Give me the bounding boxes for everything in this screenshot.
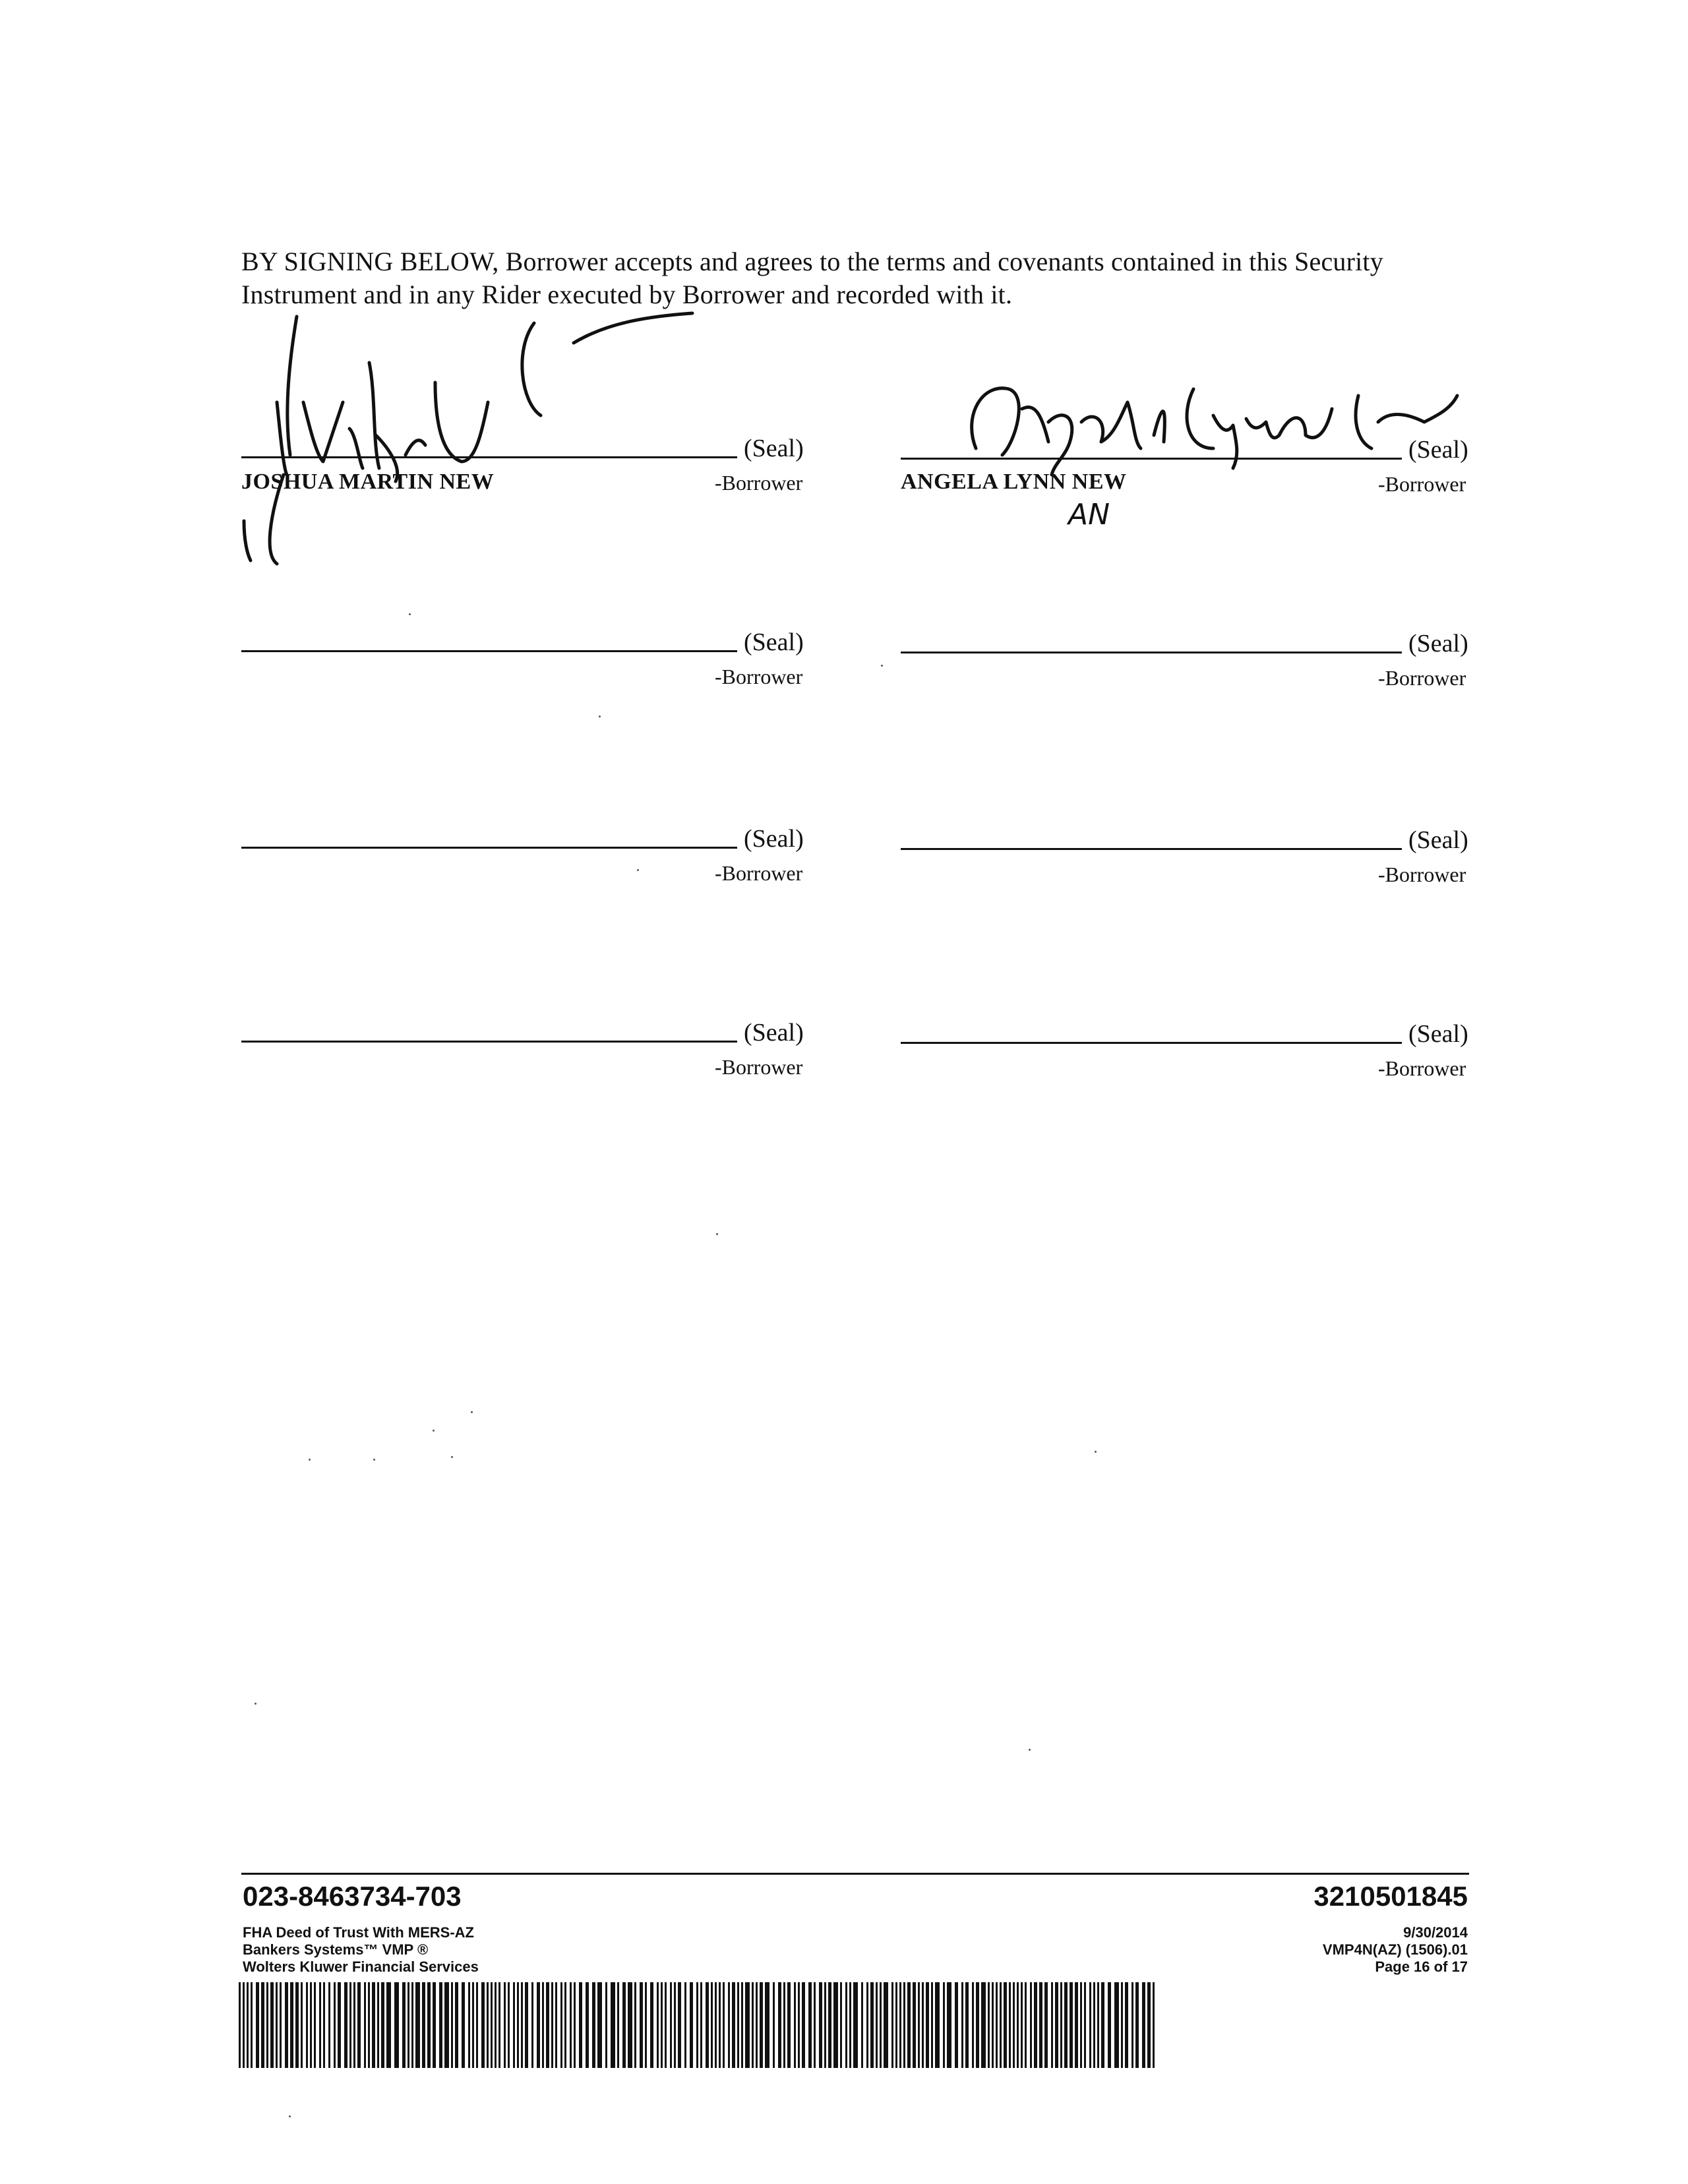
scan-speck bbox=[1029, 1749, 1031, 1751]
barcode-bar bbox=[802, 1982, 805, 2068]
barcode-bar bbox=[433, 1982, 436, 2068]
barcode-bar bbox=[657, 1982, 659, 2068]
barcode-bar bbox=[372, 1982, 375, 2068]
barcode-bar bbox=[840, 1982, 842, 2068]
barcode-bar bbox=[525, 1982, 528, 2068]
borrower-role-8: -Borrower bbox=[1378, 1056, 1466, 1080]
scan-speck bbox=[451, 1456, 453, 1458]
barcode-bar bbox=[1135, 1982, 1139, 2068]
barcode-bar bbox=[504, 1982, 506, 2068]
barcode-bar bbox=[597, 1982, 602, 2068]
barcode-bar bbox=[849, 1982, 851, 2068]
barcode-bar bbox=[314, 1982, 316, 2068]
barcode-bar bbox=[605, 1982, 607, 2068]
scan-speck bbox=[309, 1459, 311, 1461]
barcode-bar bbox=[752, 1982, 754, 2068]
barcode-bar bbox=[301, 1982, 303, 2068]
barcode-bar bbox=[495, 1982, 497, 2068]
barcode-bar bbox=[386, 1982, 391, 2068]
barcode-bar bbox=[256, 1982, 259, 2068]
barcode-bar bbox=[1030, 1982, 1032, 2068]
barcode-bar bbox=[674, 1982, 676, 2068]
barcode-bar bbox=[783, 1982, 785, 2068]
barcode-bar bbox=[728, 1982, 730, 2068]
barcode-bar bbox=[1114, 1982, 1119, 2068]
barcode-bar bbox=[476, 1982, 478, 2068]
barcode-bar bbox=[455, 1982, 458, 2068]
document-number: 3210501845 bbox=[1313, 1881, 1468, 1912]
barcode-bar bbox=[1055, 1982, 1058, 2068]
signature-line-8 bbox=[901, 1042, 1402, 1044]
barcode-bar bbox=[247, 1982, 249, 2068]
borrower-role-3: -Borrower bbox=[715, 665, 803, 688]
barcode-bar bbox=[741, 1982, 743, 2068]
seal-label-5: (Seal) bbox=[744, 825, 804, 853]
barcode-bar bbox=[521, 1982, 523, 2068]
scan-speck bbox=[716, 1233, 718, 1235]
barcode-bar bbox=[1093, 1982, 1095, 2068]
barcode-bar bbox=[853, 1982, 858, 2068]
barcode-bar bbox=[833, 1982, 838, 2068]
barcode-bar bbox=[422, 1982, 425, 2068]
barcode-bar bbox=[880, 1982, 882, 2068]
barcode-bar bbox=[819, 1982, 822, 2068]
borrower-role-2: -Borrower bbox=[1378, 472, 1466, 496]
barcode-bar bbox=[1060, 1982, 1062, 2068]
barcode-bar bbox=[542, 1982, 544, 2068]
barcode-bar bbox=[899, 1982, 901, 2068]
seal-label-4: (Seal) bbox=[1408, 630, 1468, 657]
barcode-bar bbox=[866, 1982, 868, 2068]
footer-rule bbox=[241, 1873, 1469, 1875]
scan-speck bbox=[433, 1430, 435, 1432]
barcode-bar bbox=[670, 1982, 672, 2068]
barcode-bar bbox=[1101, 1982, 1104, 2068]
barcode-bar bbox=[462, 1982, 465, 2068]
barcode-bar bbox=[574, 1982, 576, 2068]
barcode-bar bbox=[926, 1982, 929, 2068]
barcode-bar bbox=[690, 1982, 693, 2068]
barcode-bar bbox=[947, 1982, 951, 2068]
barcode-bar bbox=[586, 1982, 589, 2068]
barcode-bar bbox=[1121, 1982, 1123, 2068]
barcode-bar bbox=[861, 1982, 863, 2068]
barcode-bar bbox=[913, 1982, 916, 2068]
barcode-bar bbox=[451, 1982, 453, 2068]
borrower-name-2: ANGELA LYNN NEW bbox=[901, 470, 1127, 494]
seal-label-6: (Seal) bbox=[1408, 826, 1468, 854]
barcode-bar bbox=[760, 1982, 763, 2068]
barcode-bar bbox=[737, 1982, 739, 2068]
barcode-bar bbox=[468, 1982, 470, 2068]
barcode-bar bbox=[357, 1982, 361, 2068]
barcode-bar bbox=[243, 1982, 245, 2068]
barcode-bar bbox=[407, 1982, 409, 2068]
barcode-bar bbox=[381, 1982, 384, 2068]
barcode-bar bbox=[1013, 1982, 1015, 2068]
barcode-bar bbox=[824, 1982, 826, 2068]
barcode-bar bbox=[1084, 1982, 1086, 2068]
barcode-bar bbox=[472, 1982, 474, 2068]
barcode-bar bbox=[560, 1982, 562, 2068]
scan-speck bbox=[373, 1459, 375, 1461]
barcode-bar bbox=[988, 1982, 990, 2068]
barcode-bar bbox=[870, 1982, 874, 2068]
barcode-bar bbox=[555, 1982, 557, 2068]
barcode-bar bbox=[922, 1982, 924, 2068]
barcode-bar bbox=[884, 1982, 888, 2068]
seal-label-1: (Seal) bbox=[744, 435, 804, 462]
borrower-name-1: JOSHUA MARTIN NEW bbox=[241, 470, 495, 494]
barcode-bar bbox=[765, 1982, 769, 2068]
signature-line-3 bbox=[241, 650, 737, 652]
barcode-bar bbox=[276, 1982, 278, 2068]
barcode-bar bbox=[411, 1982, 413, 2068]
barcode-bar bbox=[323, 1982, 325, 2068]
scan-speck bbox=[599, 715, 601, 717]
barcode-bar bbox=[907, 1982, 911, 2068]
barcode-bar bbox=[787, 1982, 791, 2068]
barcode-bar bbox=[328, 1982, 330, 2068]
barcode-bar bbox=[394, 1982, 399, 2068]
signature-line-2 bbox=[901, 458, 1402, 460]
barcode-bar bbox=[1009, 1982, 1011, 2068]
barcode-bar bbox=[266, 1982, 268, 2068]
barcode-bar bbox=[508, 1982, 510, 2068]
barcode-bar bbox=[996, 1982, 998, 2068]
barcode-bar bbox=[706, 1982, 709, 2068]
barcode-bar bbox=[1044, 1982, 1048, 2068]
barcode-bar bbox=[715, 1982, 717, 2068]
borrower-role-5: -Borrower bbox=[715, 861, 803, 885]
form-info bbox=[243, 1924, 479, 1976]
barcode-bar bbox=[551, 1982, 553, 2068]
barcode-bar bbox=[364, 1982, 366, 2068]
barcode-bar bbox=[972, 1982, 974, 2068]
barcode-bar bbox=[377, 1982, 379, 2068]
form-publisher: Wolters Kluwer Financial Services bbox=[243, 1958, 479, 1975]
form-vendor: Bankers Systems™ VMP ® bbox=[243, 1941, 429, 1958]
barcode-bar bbox=[903, 1982, 905, 2068]
barcode-bar bbox=[579, 1982, 582, 2068]
scan-speck bbox=[409, 613, 411, 615]
borrower-role-1: -Borrower bbox=[715, 471, 803, 495]
barcode-bar bbox=[1070, 1982, 1073, 2068]
scan-speck bbox=[255, 1703, 256, 1705]
scan-speck bbox=[471, 1411, 473, 1413]
signature-angela bbox=[936, 369, 1464, 481]
barcode-bar bbox=[564, 1982, 566, 2068]
barcode-bar bbox=[650, 1982, 653, 2068]
barcode-bar bbox=[1017, 1982, 1019, 2068]
handwritten-initials: AN bbox=[1068, 498, 1110, 531]
barcode-bar bbox=[684, 1982, 686, 2068]
barcode-bar bbox=[955, 1982, 958, 2068]
barcode-bar bbox=[773, 1982, 775, 2068]
barcode-bar bbox=[961, 1982, 963, 2068]
barcode-bar bbox=[711, 1982, 713, 2068]
barcode-bar bbox=[645, 1982, 647, 2068]
signature-line-5 bbox=[241, 847, 737, 849]
barcode-bar bbox=[622, 1982, 626, 2068]
intro-line-1: BY SIGNING BELOW, Borrower accepts and agrees to the terms and covenants contained in this Security bbox=[241, 247, 1383, 276]
signature-line-6 bbox=[901, 848, 1402, 850]
barcode-bar bbox=[876, 1982, 878, 2068]
barcode-bar bbox=[678, 1982, 681, 2068]
barcode-bar bbox=[1080, 1982, 1082, 2068]
barcode-bar bbox=[794, 1982, 796, 2068]
barcode-bar bbox=[1064, 1982, 1068, 2068]
barcode-bar bbox=[1000, 1982, 1002, 2068]
scan-speck bbox=[881, 665, 883, 667]
barcode-bar bbox=[415, 1982, 420, 2068]
barcode-bar bbox=[319, 1982, 321, 2068]
barcode-bar bbox=[517, 1982, 519, 2068]
barcode-bar bbox=[628, 1982, 632, 2068]
barcode-bar bbox=[611, 1982, 615, 2068]
barcode-bar bbox=[745, 1982, 750, 2068]
barcode-bar bbox=[513, 1982, 515, 2068]
barcode-bar bbox=[798, 1982, 800, 2068]
barcode-bar bbox=[1125, 1982, 1128, 2068]
barcode-bar bbox=[732, 1982, 735, 2068]
barcode-bar bbox=[338, 1982, 341, 2068]
borrower-role-7: -Borrower bbox=[715, 1055, 803, 1079]
barcode-bar bbox=[1142, 1982, 1145, 2068]
barcode-bar bbox=[239, 1982, 241, 2068]
barcode-bar bbox=[402, 1982, 406, 2068]
barcode-bar bbox=[334, 1982, 336, 2068]
barcode-bar bbox=[261, 1982, 264, 2068]
barcode-bar bbox=[617, 1982, 619, 2068]
borrower-role-6: -Borrower bbox=[1378, 863, 1466, 886]
barcode-bar bbox=[943, 1982, 945, 2068]
barcode-bar bbox=[661, 1982, 663, 2068]
barcode-bar bbox=[828, 1982, 831, 2068]
borrower-role-4: -Borrower bbox=[1378, 666, 1466, 690]
barcode-bar bbox=[270, 1982, 274, 2068]
barcode-bar bbox=[1153, 1982, 1155, 2068]
barcode-bar bbox=[344, 1982, 347, 2068]
barcode-bar bbox=[918, 1982, 920, 2068]
barcode-bar bbox=[310, 1982, 312, 2068]
barcode-bar bbox=[845, 1982, 847, 2068]
barcode-bar bbox=[992, 1982, 994, 2068]
barcode-bar bbox=[700, 1982, 702, 2068]
loan-number: 023-8463734-703 bbox=[243, 1881, 462, 1912]
signature-line-1 bbox=[241, 456, 737, 458]
barcode-bar bbox=[491, 1982, 493, 2068]
barcode-bar bbox=[531, 1982, 533, 2068]
barcode-bar bbox=[498, 1982, 500, 2068]
seal-label-3: (Seal) bbox=[744, 628, 804, 656]
barcode-bar bbox=[1004, 1982, 1007, 2068]
barcode-bar bbox=[976, 1982, 979, 2068]
signature-line-7 bbox=[241, 1041, 737, 1043]
barcode-bar bbox=[981, 1982, 986, 2068]
barcode-bar bbox=[1039, 1982, 1042, 2068]
barcode-bar bbox=[444, 1982, 449, 2068]
barcode-bar bbox=[546, 1982, 549, 2068]
barcode-bar bbox=[295, 1982, 299, 2068]
barcode-bar bbox=[965, 1982, 969, 2068]
barcode-bar bbox=[756, 1982, 758, 2068]
barcode-bar bbox=[487, 1982, 489, 2068]
barcode-bar bbox=[1034, 1982, 1037, 2068]
barcode-bar bbox=[814, 1982, 816, 2068]
barcode-bar bbox=[1075, 1982, 1078, 2068]
barcode-bar bbox=[891, 1982, 893, 2068]
barcode-bar bbox=[1021, 1982, 1023, 2068]
barcode bbox=[239, 1982, 1157, 2068]
barcode-bar bbox=[640, 1982, 643, 2068]
barcode-bar bbox=[368, 1982, 370, 2068]
barcode-bar bbox=[723, 1982, 725, 2068]
barcode-bar bbox=[665, 1982, 667, 2068]
barcode-bar bbox=[1089, 1982, 1091, 2068]
barcode-bar bbox=[481, 1982, 485, 2068]
barcode-bar bbox=[280, 1982, 282, 2068]
page-number: Page 16 of 17 bbox=[1375, 1958, 1468, 1975]
seal-label-2: (Seal) bbox=[1408, 436, 1468, 464]
barcode-bar bbox=[931, 1982, 933, 2068]
barcode-bar bbox=[1097, 1982, 1099, 2068]
intro-line-2: Instrument and in any Rider executed by Borrower and recorded with it. bbox=[241, 280, 1013, 309]
barcode-bar bbox=[570, 1982, 572, 2068]
barcode-bar bbox=[1025, 1982, 1027, 2068]
barcode-bar bbox=[719, 1982, 721, 2068]
signature-joshua-flourish bbox=[567, 310, 699, 349]
barcode-bar bbox=[306, 1982, 308, 2068]
form-title: FHA Deed of Trust With MERS-AZ bbox=[243, 1924, 474, 1941]
barcode-bar bbox=[1051, 1982, 1053, 2068]
scan-speck bbox=[289, 2115, 291, 2117]
scan-speck bbox=[1095, 1451, 1097, 1453]
barcode-bar bbox=[427, 1982, 431, 2068]
barcode-bar bbox=[537, 1982, 540, 2068]
barcode-bar bbox=[592, 1982, 595, 2068]
barcode-bar bbox=[1108, 1982, 1111, 2068]
barcode-bar bbox=[251, 1982, 253, 2068]
barcode-bar bbox=[439, 1982, 442, 2068]
barcode-bar bbox=[634, 1982, 636, 2068]
barcode-bar bbox=[808, 1982, 812, 2068]
form-meta bbox=[1323, 1924, 1468, 1976]
barcode-bar bbox=[778, 1982, 781, 2068]
barcode-bar bbox=[290, 1982, 293, 2068]
barcode-bar bbox=[895, 1982, 897, 2068]
barcode-bar bbox=[1131, 1982, 1133, 2068]
barcode-bar bbox=[935, 1982, 940, 2068]
form-date: 9/30/2014 bbox=[1403, 1924, 1468, 1941]
barcode-bar bbox=[353, 1982, 355, 2068]
seal-label-7: (Seal) bbox=[744, 1019, 804, 1046]
barcode-bar bbox=[1147, 1982, 1151, 2068]
signature-intro bbox=[241, 245, 1468, 311]
seal-label-8: (Seal) bbox=[1408, 1020, 1468, 1048]
scan-speck bbox=[637, 869, 639, 871]
signature-line-4 bbox=[901, 652, 1402, 653]
form-code: VMP4N(AZ) (1506).01 bbox=[1322, 1941, 1468, 1958]
barcode-bar bbox=[285, 1982, 288, 2068]
barcode-bar bbox=[696, 1982, 698, 2068]
barcode-bar bbox=[349, 1982, 351, 2068]
